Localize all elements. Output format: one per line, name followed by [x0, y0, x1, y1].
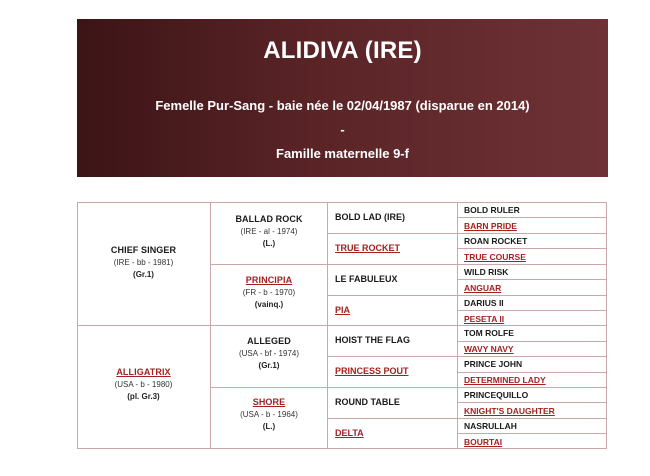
gen2-name[interactable]: ALLEGED	[247, 336, 291, 346]
gen4-name[interactable]: WAVY NAVY	[464, 344, 514, 354]
gen2-cell	[211, 275, 327, 309]
pedigree-header	[77, 19, 608, 177]
gen4-name[interactable]: DETERMINED LADY	[464, 375, 546, 385]
gen4-name[interactable]: PRINCEQUILLO	[464, 390, 529, 400]
gen2-grade: (vainq.)	[254, 300, 284, 309]
gen4-name[interactable]: KNIGHT'S DAUGHTER	[464, 406, 555, 416]
dam-grade: (pl. Gr.3)	[127, 392, 160, 401]
gen4-name[interactable]: ROAN ROCKET	[464, 236, 528, 246]
gen3-name[interactable]: TRUE ROCKET	[335, 243, 400, 253]
gen3-name[interactable]: HOIST THE FLAG	[335, 335, 410, 345]
gen3-name[interactable]: PRINCESS POUT	[335, 366, 409, 376]
gen2-details: (USA - bf - 1974)	[238, 349, 300, 358]
separator: -	[340, 122, 345, 137]
gen4-name[interactable]: TRUE COURSE	[464, 252, 526, 262]
gen3-name[interactable]: DELTA	[335, 428, 364, 438]
gen2-cell	[211, 397, 327, 431]
dam-details: (USA - b - 1980)	[114, 380, 173, 389]
gen4-name[interactable]: BARN PRIDE	[464, 221, 517, 231]
gen2-grade: (L.)	[262, 422, 276, 431]
gen2-cell	[211, 336, 327, 370]
gen2-name[interactable]: PRINCIPIA	[245, 275, 293, 285]
maternal-family: Famille maternelle 9-f	[276, 146, 409, 161]
gen4-name[interactable]: BOURTAI	[464, 437, 503, 447]
gen2-details: (USA - b - 1964)	[240, 410, 298, 419]
gen4-name[interactable]: BOLD RULER	[464, 205, 520, 215]
gen4-name[interactable]: ANGUAR	[464, 283, 502, 293]
gen2-grade: (Gr.1)	[258, 361, 280, 370]
gen2-cell	[211, 214, 327, 248]
pedigree-table	[77, 202, 607, 449]
sire-details: (IRE - bb - 1981)	[113, 258, 174, 267]
horse-description: Femelle Pur-Sang - baie née le 02/04/1987 (disparue en 2014)	[155, 98, 530, 113]
gen2-details: (IRE - al - 1974)	[240, 227, 298, 236]
dam-cell	[77, 367, 210, 401]
sire-cell	[77, 245, 210, 279]
gen4-name[interactable]: PRINCE JOHN	[464, 359, 523, 369]
sire-name[interactable]: CHIEF SINGER	[110, 245, 177, 255]
gen4-name[interactable]: NASRULLAH	[464, 421, 517, 431]
gen4-name[interactable]: WILD RISK	[464, 267, 509, 277]
gen4-name[interactable]: PESETA II	[464, 314, 505, 324]
gen3-name[interactable]: PIA	[335, 305, 351, 315]
gen2-name[interactable]: SHORE	[252, 397, 286, 407]
gen3-name[interactable]: LE FABULEUX	[335, 274, 398, 284]
gen4-name[interactable]: TOM ROLFE	[464, 328, 514, 338]
gen4-name[interactable]: DARIUS II	[464, 298, 504, 308]
gen3-name[interactable]: BOLD LAD (IRE)	[335, 212, 405, 222]
dam-name[interactable]: ALLIGATRIX	[116, 367, 171, 377]
gen2-name[interactable]: BALLAD ROCK	[235, 214, 303, 224]
gen2-grade: (L.)	[262, 239, 276, 248]
gen2-details: (FR - b - 1970)	[242, 288, 296, 297]
gen3-name[interactable]: ROUND TABLE	[335, 397, 400, 407]
horse-name: ALIDIVA (IRE)	[263, 37, 422, 64]
sire-grade: (Gr.1)	[133, 270, 154, 279]
